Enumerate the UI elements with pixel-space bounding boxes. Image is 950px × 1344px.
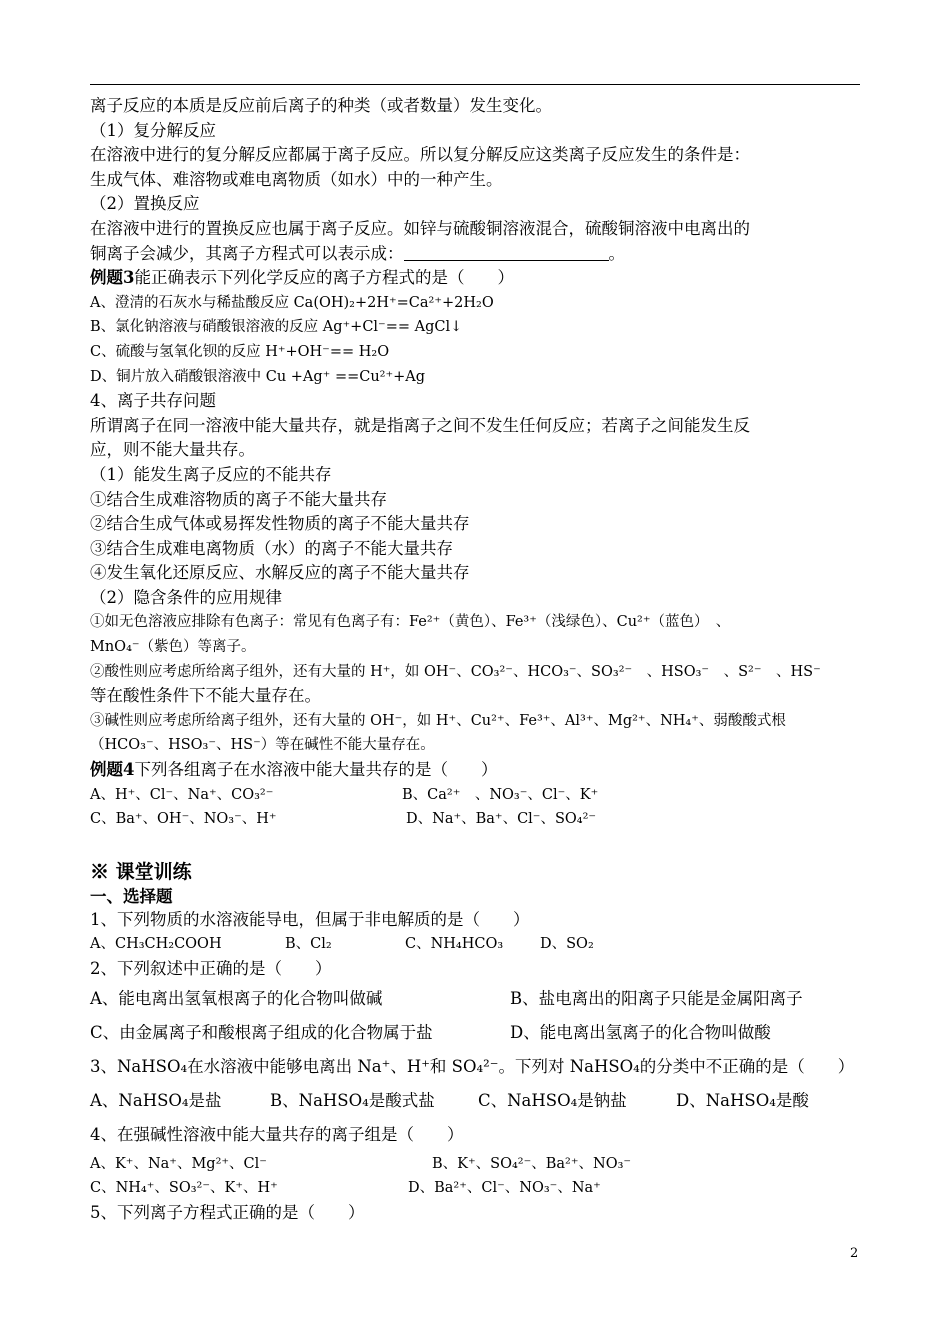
option-a: A、NaHSO₄是盐 [90,1090,222,1110]
option-b: B、Cl₂ [285,936,332,953]
option-row [90,1016,865,1050]
option-a: A、能电离出氢氧根离子的化合物叫做碱 [90,988,383,1008]
option-d: D、Ba²⁺、Cl⁻、NO₃⁻、Na⁺ [408,1180,601,1197]
example-3-heading [90,266,865,291]
example-label: 例题3 [90,268,135,288]
text-line: ③结合生成难电离物质（水）的离子不能大量共存 [90,538,453,558]
text-line: ①如无色溶液应排除有色离子：常见有色离子有：Fe²⁺（黄色）、Fe³⁺（浅绿色）、Cu²⁺（蓝色） 、 [90,614,731,631]
text-line: 离子反应的本质是反应前后离子的种类（或者数量）发生变化。 [90,96,552,115]
subsection-title: 一、选择题 [90,886,173,906]
question-3: 3、NaHSO₄在水溶液中能够电离出 Na⁺、H⁺和 SO₄²⁻。下列对 NaHSO₄的分类中不正确的是（ ） [90,1056,855,1076]
option-c: C、NaHSO₄是钠盐 [478,1090,627,1110]
text-line: （1）能发生离子反应的不能共存 [90,464,332,484]
text-line: （2）隐含条件的应用规律 [90,587,282,607]
option-b: B、Ca²⁺ 、NO₃⁻、Cl⁻、K⁺ [402,786,599,803]
text-line: MnO₄⁻（紫色）等离子。 [90,639,256,656]
text-line: 生成气体、难溶物或难电离物质（如水）中的一种产生。 [90,169,503,189]
header-rule [90,84,860,85]
option-d: D、SO₂ [540,936,594,953]
option-line: D、铜片放入硝酸银溶液中 Cu +Ag⁺ ==Cu²⁺+Ag [90,368,426,385]
text-line: 等在酸性条件下不能大量存在。 [90,686,321,706]
text-line: 应，则不能大量共存。 [90,440,255,460]
section-title: ※ 课堂训练 [90,860,192,883]
text-line: ④发生氧化还原反应、水解反应的离子不能大量共存 [90,563,470,583]
option-row [90,1152,865,1177]
example-question: 下列各组离子在水溶液中能大量共存的是（ ） [134,760,498,780]
option-c: C、Ba⁺、OH⁻、NO₃⁻、H⁺ [90,811,277,828]
text-line: 在溶液中进行的复分解反应都属于离子反应。所以复分解反应这类离子反应发生的条件是： [90,145,750,165]
question-4: 4、在强碱性溶液中能大量共存的离子组是（ ） [90,1124,464,1144]
option-line: A、澄清的石灰水与稀盐酸反应 Ca(OH)₂+2H⁺=Ca²⁺+2H₂O [90,294,494,311]
option-line: B、氯化钠溶液与硝酸银溶液的反应 Ag⁺+Cl⁻== AgCl↓ [90,319,463,336]
option-row [90,1084,865,1118]
text-line: （2）置换反应 [90,194,200,214]
section-heading: 4、离子共存问题 [90,391,216,411]
text-line: ②结合生成气体或易挥发性物质的离子不能大量共存 [90,514,470,534]
text-fragment: 铜离子会减少，其离子方程式可以表示成： [90,243,404,263]
option-row [90,783,865,808]
option-c: C、NH₄⁺、SO₃²⁻、K⁺、H⁺ [90,1180,278,1197]
question-5: 5、下列离子方程式正确的是（ ） [90,1202,365,1222]
option-b: B、盐电离出的阳离子只能是金属阳离子 [510,988,803,1008]
text-line: 在溶液中进行的置换反应也属于离子反应。如锌与硫酸铜溶液混合，硫酸铜溶液中电离出的 [90,218,750,238]
option-a: A、H⁺、Cl⁻、Na⁺、CO₃²⁻ [90,786,274,803]
spacer [90,832,865,856]
option-a: A、K⁺、Na⁺、Mg²⁺、Cl⁻ [90,1155,267,1172]
text-line: （HCO₃⁻、HSO₃⁻、HS⁻）等在碱性不能大量存在。 [90,737,435,754]
text-line: ②酸性则应考虑所给离子组外，还有大量的 H⁺，如 OH⁻、CO₃²⁻、HCO₃⁻、SO₃²⁻ 、HSO₃⁻ 、S²⁻ 、HS⁻ [90,663,821,680]
option-d: D、NaHSO₄是酸 [676,1090,809,1110]
option-c: C、由金属离子和酸根离子组成的化合物属于盐 [90,1022,433,1042]
answer-blank[interactable] [404,244,609,261]
option-row [90,982,865,1016]
option-row [90,932,865,957]
text-line: ③碱性则应考虑所给离子组外，还有大量的 OH⁻，如 H⁺、Cu²⁺、Fe³⁺、Al³⁺、Mg²⁺、NH₄⁺、弱酸酸式根 [90,712,786,729]
text-line: ①结合生成难溶物质的离子不能大量共存 [90,489,387,509]
option-b: B、NaHSO₄是酸式盐 [270,1090,435,1110]
option-c: C、NH₄HCO₃ [405,936,504,953]
text-line: 所谓离子在同一溶液中能大量共存，就是指离子之间不发生任何反应；若离子之间能发生反 [90,415,750,435]
option-d: D、能电离出氢离子的化合物叫做酸 [510,1022,771,1042]
option-a: A、CH₃CH₂COOH [90,936,222,953]
question-1: 1、下列物质的水溶液能导电，但属于非电解质的是（ ） [90,909,530,929]
document-body [90,94,865,1225]
example-4-heading [90,758,865,783]
example-question: 能正确表示下列化学反应的离子方程式的是（ ） [134,268,514,288]
question-2: 2、下列叙述中正确的是（ ） [90,959,332,978]
option-d: D、Na⁺、Ba⁺、Cl⁻、SO₄²⁻ [406,811,597,828]
option-b: B、K⁺、SO₄²⁻、Ba²⁺、NO₃⁻ [432,1155,632,1172]
example-label: 例题4 [90,760,135,780]
text-fragment: 。 [608,243,625,263]
option-line: C、硫酸与氢氧化钡的反应 H⁺+OH⁻== H₂O [90,343,390,360]
page-number: 2 [850,1246,859,1261]
option-row [90,1176,865,1201]
text-line-with-blank [90,242,865,267]
option-row [90,807,865,832]
text-line: （1）复分解反应 [90,120,216,140]
